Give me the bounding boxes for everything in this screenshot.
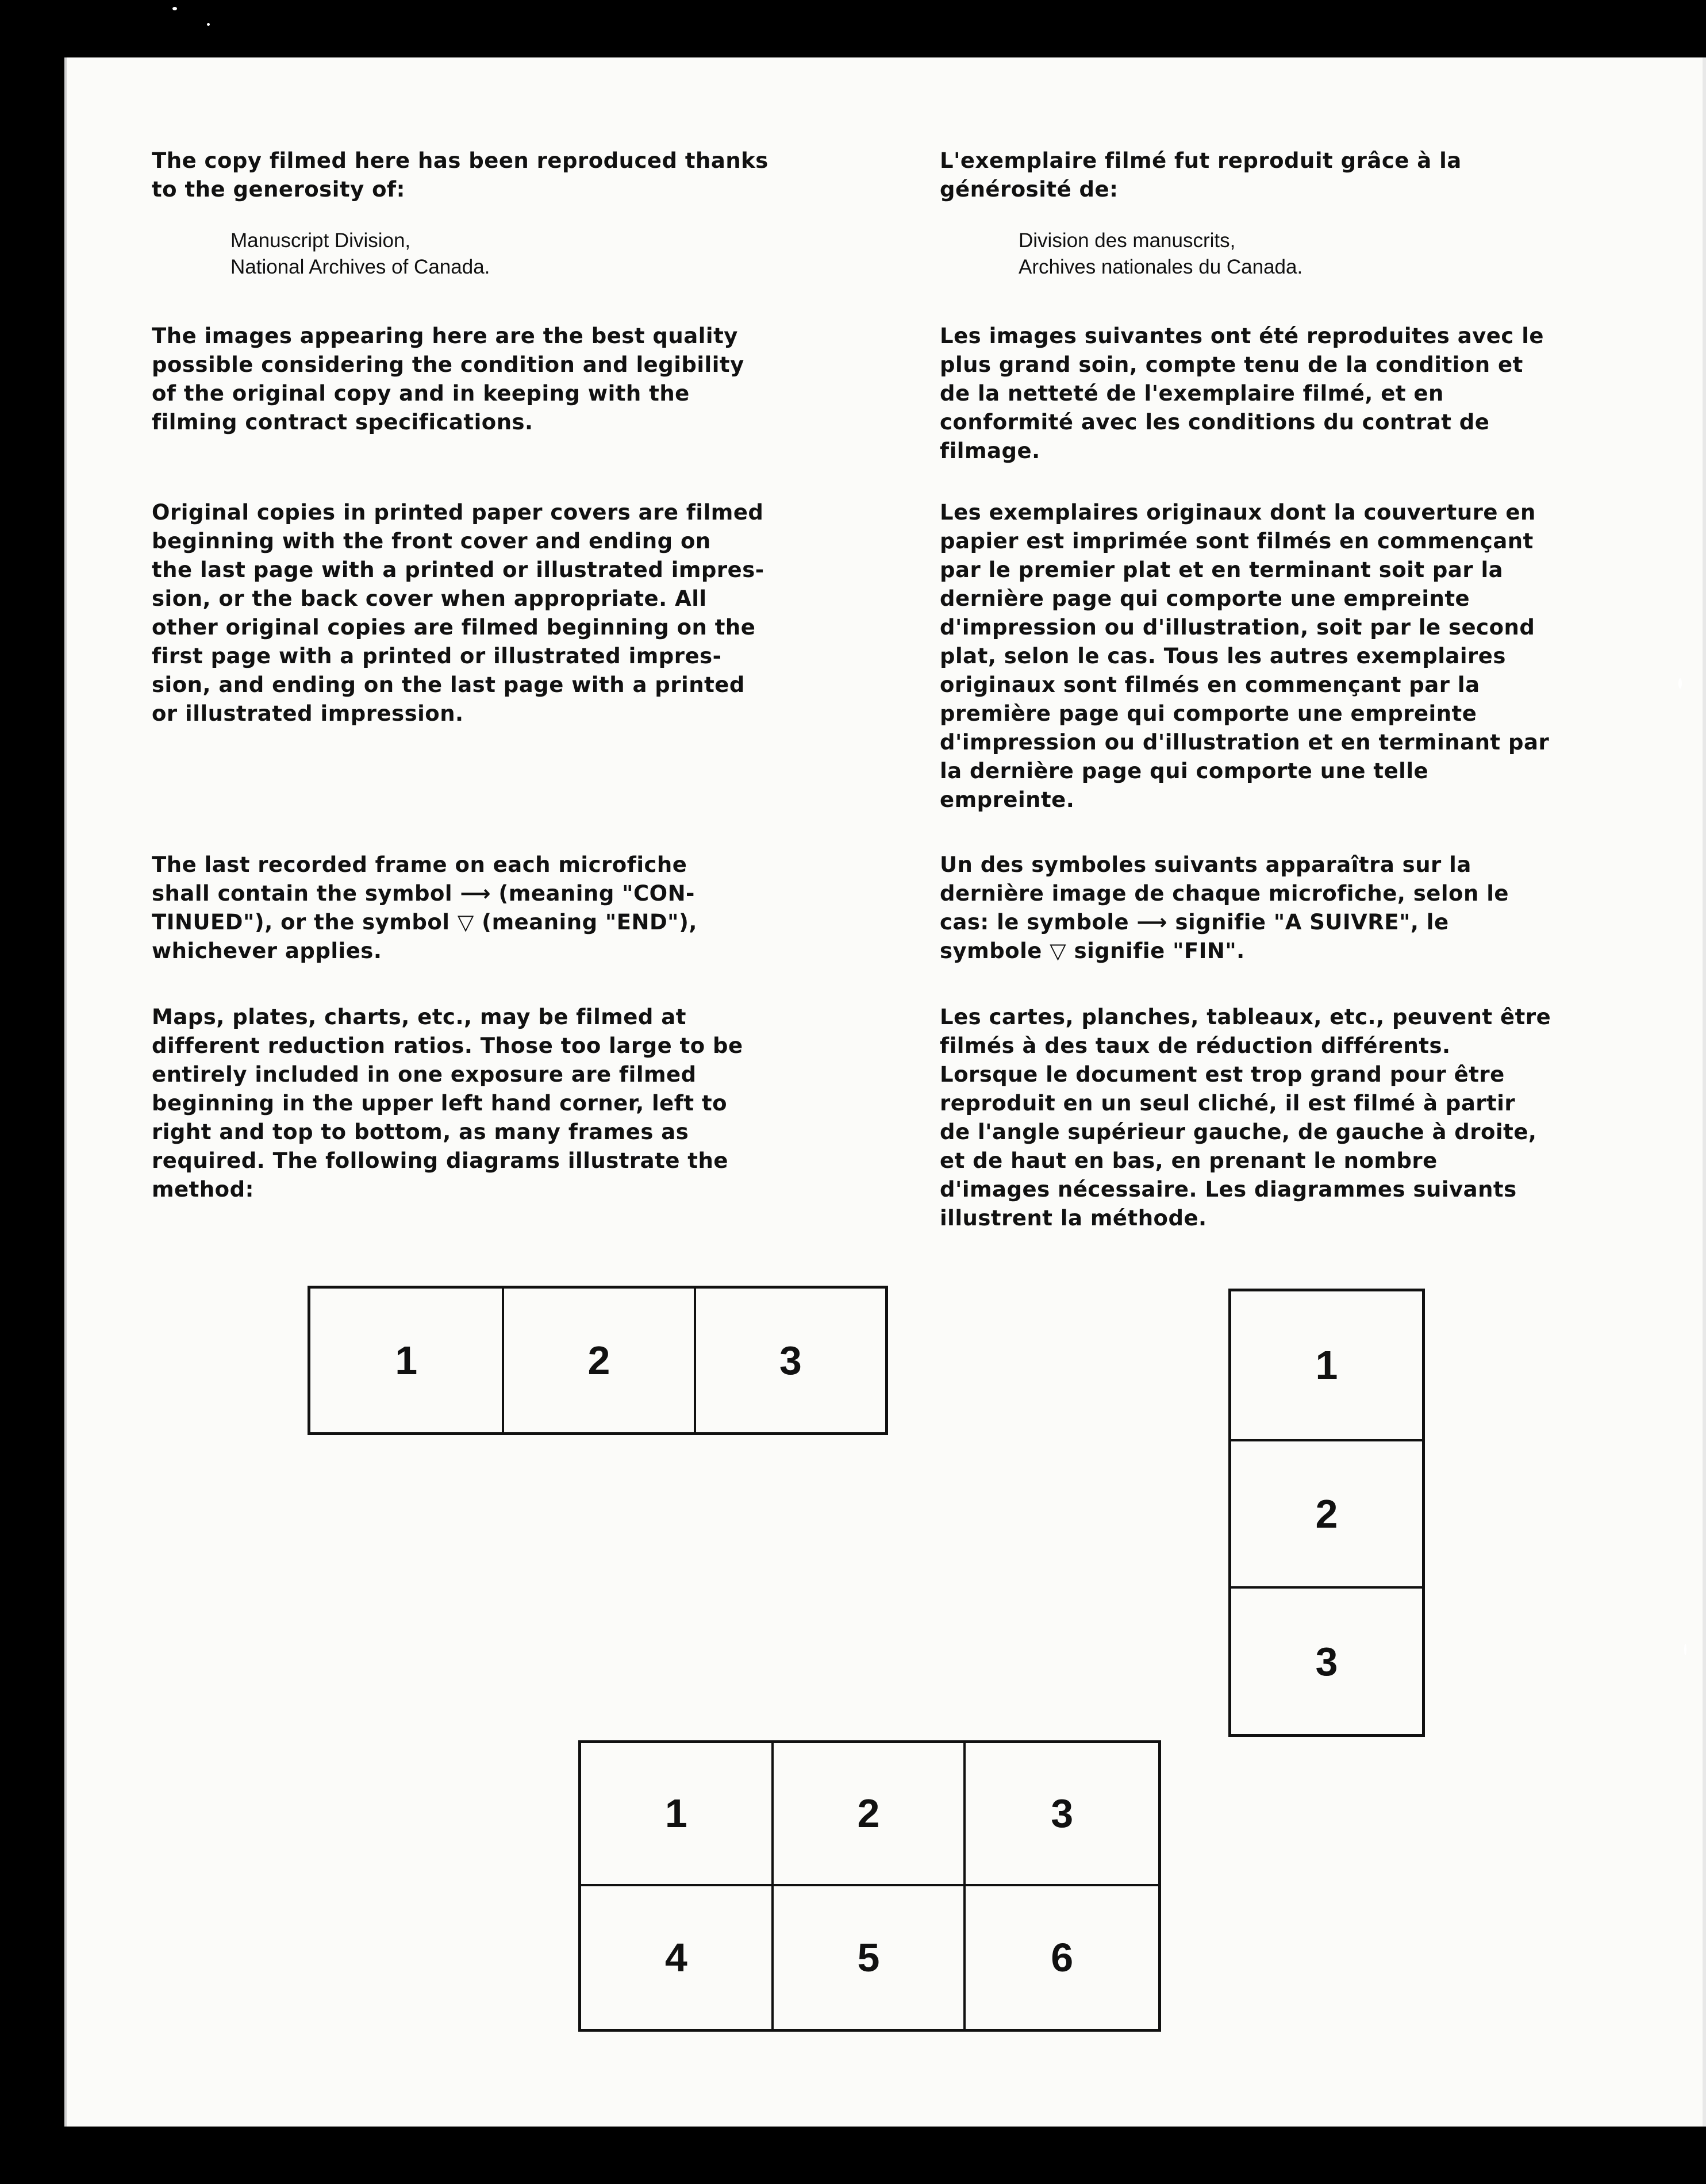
english-originals-statement: Original copies in printed paper covers are filmed beginning with the front cover and ending on the last page with a printed or illustrated impres- sion, or the back cover when appropriate. All other original copies are filmed beginning on the first page with a printed or illustrated impres- sion, and ending on the last page with a printed or illustrated impression.: [152, 500, 764, 726]
frame-cell: 1: [1315, 1343, 1338, 1388]
frame-cell: 6: [1051, 1935, 1074, 1980]
frame-cell: 2: [774, 1743, 966, 1886]
english-intro: The copy filmed here has been reproduced thanks to the generosity of:: [152, 148, 769, 202]
frame-cell: 2: [1231, 1439, 1422, 1587]
french-credit: Division des manuscrits, Archives nationales du Canada.: [1019, 229, 1303, 278]
page-edge: [1703, 57, 1706, 2127]
row-frames-diagram: [308, 1286, 888, 1435]
microfiche-target-page: [64, 57, 1706, 2127]
scan-speck: [172, 7, 177, 10]
frame-cell: 1: [581, 1743, 774, 1886]
grid-frames-diagram: [578, 1740, 1161, 2032]
scan-speck: [207, 23, 210, 26]
french-originals-statement: Les exemplaires originaux dont la couverture en papier est imprimée sont filmés en commençant par le premier plat et en terminant soit par la dernière page qui comporte une empreinte d'impression ou d'illustration, soit par le second plat, selon le cas. Tous les autres exemplaires originaux sont filmés en commençant par la première page qui comporte une empreinte d'impression ou d'illustration et en terminant par la dernière page qui comporte une telle empreinte.: [940, 500, 1550, 812]
english-quality-statement: The images appearing here are the best quality possible considering the condition and legibility of the original copy and in keeping with the filming contract specifications.: [152, 324, 744, 435]
french-intro: L'exemplaire filmé fut reproduit grâce à la générosité de:: [940, 148, 1462, 202]
frame-cell: 1: [395, 1338, 418, 1383]
english-credit: Manuscript Division, National Archives of Canada.: [230, 229, 490, 278]
english-maps-statement: Maps, plates, charts, etc., may be filmed at different reduction ratios. Those too large to be entirely included in one exposure are filmed beginning in the upper left hand corner, left to right and top to bottom, as many frames as required. The following diagrams illustrate the method:: [152, 1005, 743, 1202]
column-frames-diagram: [1228, 1289, 1425, 1737]
scan-speck: [1678, 678, 1682, 689]
frame-cell: 3: [1231, 1586, 1422, 1734]
frame-cell: 2: [502, 1289, 693, 1432]
frame-cell: 4: [581, 1886, 774, 2029]
french-symbols-statement: Un des symboles suivants apparaîtra sur la dernière image de chaque microfiche, selon le cas: le symbole ⟶ signifie "A SUIVRE", le symbole ▽ signifie "FIN".: [940, 852, 1509, 963]
frame-cell: 3: [966, 1743, 1158, 1886]
frame-cell: 3: [694, 1289, 885, 1432]
english-symbols-statement: The last recorded frame on each microfiche shall contain the symbol ⟶ (meaning "CON- TINUED"), or the symbol ▽ (meaning "END"), whichever applies.: [152, 852, 697, 963]
french-maps-statement: Les cartes, planches, tableaux, etc., peuvent être filmés à des taux de réduction différents. Lorsque le document est trop grand pour être reproduit en un seul cliché, il est filmé à partir de l'angle supérieur gauche, de gauche à droite, et de haut en bas, en prenant le nombre d'images nécessaire. Les diagrammes suivants illustrent la méthode.: [940, 1005, 1551, 1231]
french-quality-statement: Les images suivantes ont été reproduites avec le plus grand soin, compte tenu de la condition et de la netteté de l'exemplaire filmé, et en conformité avec les conditions du contrat de filmage.: [940, 324, 1544, 463]
scan-speck: [1684, 1644, 1686, 1655]
frame-cell: 5: [774, 1886, 966, 2029]
page-fold: [64, 57, 67, 2127]
